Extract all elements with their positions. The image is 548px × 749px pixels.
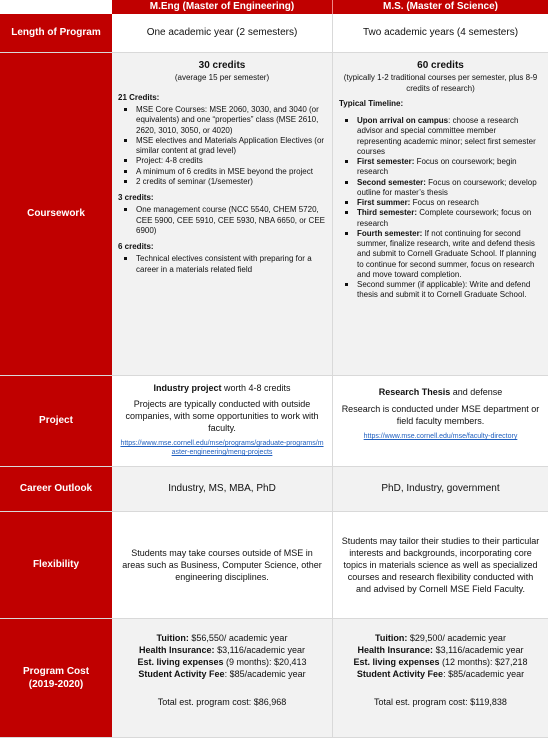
- meng-group-heading: 6 credits:: [118, 242, 154, 252]
- ms-timeline-item: [339, 198, 542, 208]
- label-flexibility: Flexibility: [0, 512, 112, 618]
- meng-group-list: [118, 254, 326, 274]
- meng-credit-item: 2 credits of seminar (1/semester): [118, 177, 326, 187]
- ms-cost-line-value: (12 months): $27,218: [439, 657, 528, 667]
- meng-credit-item: Project: 4-8 credits: [118, 156, 326, 166]
- ms-cost-line: [333, 632, 548, 644]
- row-career: [112, 467, 548, 511]
- meng-cost-line: [112, 632, 332, 644]
- meng-cost-line-label: Tuition:: [156, 633, 189, 643]
- label-coursework: Coursework: [0, 53, 112, 375]
- ms-cost-lines: [333, 632, 548, 680]
- project-meng: [112, 376, 332, 466]
- meng-group-list: [118, 105, 326, 187]
- meng-credit-item: A minimum of 6 credits in MSE beyond the project: [118, 167, 326, 177]
- ms-timeline-bold: First semester:: [357, 157, 415, 167]
- header-meng: M.Eng (Master of Engineering): [112, 0, 332, 14]
- meng-credit-item: One management course (NCC 5540, CHEM 5720, CEE 5900, CEE 5910, CEE 5930, NBA 6650, or CEE 6900): [118, 205, 326, 236]
- coursework-meng: [112, 53, 332, 375]
- ms-cost-line: [333, 644, 548, 656]
- meng-cost-line-value: : $85/academic year: [224, 669, 306, 679]
- ms-timeline-text: Focus on research: [410, 198, 479, 208]
- meng-total-cost: Total est. program cost: $86,968: [157, 697, 287, 707]
- coursework-ms: [332, 53, 548, 375]
- ms-cost-line-label: Tuition:: [375, 633, 408, 643]
- ms-credits-title: 60 credits: [417, 60, 464, 71]
- project-ms: [332, 376, 548, 466]
- meng-credits-title: 30 credits: [198, 60, 246, 71]
- label-career: Career Outlook: [0, 467, 112, 511]
- meng-cost-line-value: $3,116/academic year: [214, 645, 305, 655]
- meng-project-link[interactable]: https://www.mse.cornell.edu/mse/programs/graduate-programs/master-engineering/meng-projects: [120, 440, 324, 457]
- label-project: Project: [0, 376, 112, 466]
- ms-timeline-list: [339, 116, 542, 300]
- header-ms: M.S. (Master of Science): [332, 0, 548, 14]
- ms-timeline-text: If not continuing for second summer, finalize research, write and defend thesis and submit to Cornell Graduate School. If planning to continue for second summer, focus on research and move toward completion.: [357, 228, 537, 279]
- meng-group-heading: 21 Credits:: [118, 93, 160, 102]
- ms-cost-line-label: Student Activity Fee: [356, 669, 444, 679]
- meng-cost-line-label: Health Insurance:: [139, 645, 215, 655]
- ms-timeline-item: [339, 208, 542, 228]
- ms-cost-line-value: $29,500/ academic year: [407, 633, 506, 643]
- ms-total-cost: Total est. program cost: $119,838: [374, 697, 507, 707]
- ms-timeline-item: [339, 157, 542, 177]
- cost-label: Program Cost: [22, 665, 90, 677]
- ms-credits-subtitle: (typically 1-2 traditional courses per semester, plus 8-9 credits of research): [343, 73, 538, 93]
- ms-timeline-item: [339, 116, 542, 157]
- meng-cost-line: [112, 656, 332, 668]
- ms-timeline-text: Focus on coursework; develop outline for master’s thesis: [357, 177, 537, 197]
- ms-project-title: Research Thesis and defense: [378, 387, 503, 397]
- ms-timeline-bold: Upon arrival on campus: [357, 116, 449, 126]
- meng-credit-groups: [118, 93, 326, 275]
- ms-timeline-text: Second summer (if applicable): Write and defend thesis and submit it to Cornell Graduate School.: [357, 279, 531, 300]
- meng-cost-lines: [112, 632, 332, 680]
- ms-timeline-bold: Third semester:: [357, 208, 418, 218]
- row-coursework: [112, 53, 548, 375]
- ms-timeline-heading: Typical Timeline:: [339, 99, 404, 108]
- ms-timeline-text: Focus on coursework; begin research: [357, 157, 517, 177]
- row-cost: [112, 619, 548, 737]
- meng-cost-line-value: (9 months): $20,413: [223, 657, 307, 667]
- meng-credit-item: Technical electives consistent with preparing for a career in a materials related field: [118, 254, 326, 274]
- ms-cost-line: [333, 668, 548, 680]
- ms-project-link[interactable]: https://www.mse.cornell.edu/mse/faculty-directory: [363, 433, 518, 440]
- flexibility-meng: Students may take courses outside of MSE in areas such as Business, Computer Science, other engineering disciplines.: [122, 548, 322, 582]
- meng-project-body: Projects are typically conducted with outside companies, with some opportunities to work with faculty.: [125, 399, 319, 433]
- ms-cost-line-label: Est. living expenses: [353, 657, 440, 667]
- length-meng: One academic year (2 semesters): [146, 27, 298, 39]
- meng-project-title: Industry project worth 4-8 credits: [153, 383, 291, 393]
- ms-timeline-bold: First summer:: [357, 198, 411, 208]
- cost-ms: [332, 619, 548, 737]
- length-ms: Two academic years (4 semesters): [332, 14, 548, 52]
- ms-timeline-item: [339, 280, 542, 300]
- row-project: [112, 376, 548, 466]
- meng-cost-line-label: Student Activity Fee: [138, 669, 225, 679]
- ms-timeline-text: : choose a research advisor and special committee member representing academic minor; select first semester courses: [357, 116, 536, 156]
- ms-timeline-bold: Fourth semester:: [357, 228, 423, 238]
- meng-cost-line: [112, 668, 332, 680]
- meng-cost-line: [112, 644, 332, 656]
- ms-cost-line: [333, 656, 548, 668]
- ms-timeline-text: Complete coursework; focus on research: [357, 208, 532, 228]
- cost-meng: [112, 619, 332, 737]
- row-flexibility: [112, 512, 548, 618]
- meng-cost-line-label: Est. living expenses: [137, 657, 224, 667]
- row-length: [112, 14, 548, 52]
- ms-cost-line-label: Health Insurance:: [357, 645, 434, 655]
- ms-cost-line-value: : $85/academic year: [443, 669, 525, 679]
- meng-group-list: [118, 205, 326, 236]
- ms-timeline-bold: Second semester:: [357, 177, 426, 187]
- flexibility-ms: Students may tailor their studies to their particular interests and backgrounds, incorporating core topics in materials science as well as specialized courses and research flexibility conducted with and advised by Cornell MSE Field Faculty.: [332, 512, 548, 618]
- ms-cost-line-value: $3,116/academic year: [433, 645, 524, 655]
- meng-credit-item: MSE Core Courses: MSE 2060, 3030, and 3040 (or equivalents) and one “properties” class (MSE 2610, 2620, 3010, 3050, or 4020): [118, 105, 326, 136]
- ms-project-body: Research is conducted under MSE department or field faculty members.: [341, 404, 540, 426]
- meng-group-heading: 3 credits:: [118, 193, 154, 203]
- label-length: Length of Program: [0, 14, 112, 52]
- meng-credits-subtitle: (average 15 per semester): [174, 73, 270, 82]
- cost-label-years: (2019-2020): [28, 679, 84, 690]
- meng-cost-line-value: $56,550/ academic year: [188, 633, 288, 643]
- ms-timeline-item: [339, 178, 542, 198]
- ms-timeline-item: [339, 229, 542, 280]
- label-cost: [0, 619, 112, 737]
- career-ms: PhD, Industry, government: [332, 467, 548, 511]
- meng-credit-item: MSE electives and Materials Application Electives (or similar content at grad level): [118, 136, 326, 156]
- career-meng: Industry, MS, MBA, PhD: [168, 483, 276, 495]
